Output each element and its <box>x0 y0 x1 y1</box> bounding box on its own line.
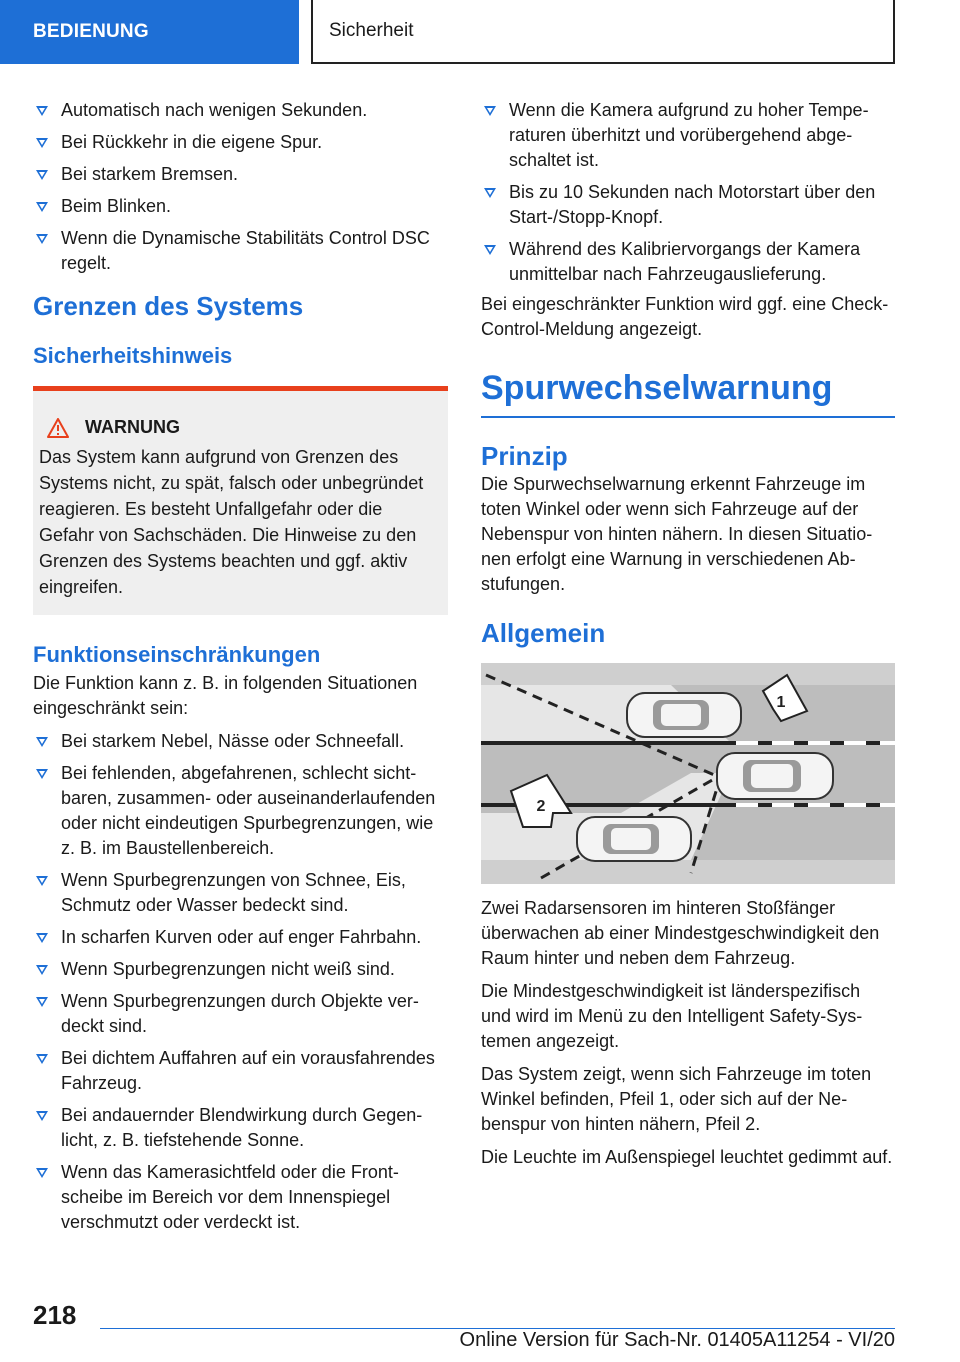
list-item: Automatisch nach wenigen Sekunden. <box>33 98 448 123</box>
bullet-triangle-icon <box>36 138 48 148</box>
bullet-triangle-icon <box>36 170 48 180</box>
bullet-triangle-icon <box>36 965 48 975</box>
page-number: 218 <box>33 1300 77 1330</box>
bullet-list-top-right <box>481 98 895 287</box>
general-paragraphs <box>481 896 895 1170</box>
paragraph: Die Mindestgeschwindigkeit ist länderspezifisch und wird im Menü zu den Intelligent Safety-Systemen angezeigt. <box>481 981 863 1051</box>
list-item: Bei fehlenden, abgefahrenen, schlecht sichtbaren, zusammen- oder auseinanderlaufenden oder nicht eindeutigen Spurbegrenzungen, wie z. B. im Baustellenbereich. <box>33 761 448 861</box>
heading-principle: Prinzip <box>481 441 568 471</box>
footer-version: Online Version für Sach-Nr. 01405A11254 - VI/20 <box>459 1329 895 1351</box>
bullet-triangle-icon <box>36 933 48 943</box>
bullet-triangle-icon <box>484 245 496 255</box>
bullet-list-restrictions <box>33 729 448 1235</box>
warning-triangle-icon <box>47 418 69 438</box>
chapter-tab <box>0 0 299 64</box>
warning-title <box>39 417 440 438</box>
list-item: Wenn das Kamerasichtfeld oder die Frontscheibe im Bereich vor dem Innenspiegel verschmutzt oder verdeckt ist. <box>33 1160 448 1235</box>
section-heading-block <box>481 368 895 418</box>
section-header-label: Sicherheit <box>329 20 414 41</box>
check-control-note: Bei eingeschränkter Funktion wird ggf. eine Check-Control-Meldung angezeigt. <box>481 294 889 339</box>
paragraph: Das System zeigt, wenn sich Fahrzeuge im toten Winkel befinden, Pfeil 1, oder sich auf der Nebenspur von hinten nähern, Pfeil 2. <box>481 1064 872 1134</box>
list-item: Bei dichtem Auffahren auf ein vorausfahrendes Fahrzeug. <box>33 1046 448 1096</box>
restrictions-intro: Die Funktion kann z. B. in folgenden Situationen eingeschränkt sein: <box>33 673 418 718</box>
lane-change-illustration <box>481 663 895 884</box>
list-item: Wenn die Dynamische Stabilitäts Control DSC regelt. <box>33 226 448 276</box>
heading-limits: Grenzen des Systems <box>33 291 304 321</box>
bullet-triangle-icon <box>36 737 48 747</box>
bullet-triangle-icon <box>36 1168 48 1178</box>
road-diagram <box>481 663 895 884</box>
bullet-triangle-icon <box>36 234 48 244</box>
arrow-1-label: 1 <box>776 694 786 711</box>
heading-safety-note: Sicherheitshinweis <box>33 343 233 368</box>
warning-text: Das System kann aufgrund von Grenzen des Systems nicht, zu spät, falsch oder unbegründet reagieren. Es besteht Unfallgefahr oder die Gefahr von Sachschäden. Die Hinweise zu den Grenzen des Systems beachten und ggf. aktiv eingreifen. <box>39 447 424 597</box>
left-column <box>33 98 448 1242</box>
list-item: Bei starkem Nebel, Nässe oder Schneefall. <box>33 729 448 754</box>
bullet-triangle-icon <box>484 106 496 116</box>
right-column <box>481 98 895 1178</box>
list-item: Wenn Spurbegrenzungen von Schnee, Eis, Schmutz oder Wasser bedeckt sind. <box>33 868 448 918</box>
warning-box <box>33 386 448 615</box>
list-item: Während des Kalibriervorgangs der Kamera unmittelbar nach Fahrzeugauslieferung. <box>481 237 895 287</box>
arrow-2-label: 2 <box>536 798 546 815</box>
bullet-triangle-icon <box>36 876 48 886</box>
list-item: Bis zu 10 Sekunden nach Motorstart über den Start-/Stopp-Knopf. <box>481 180 895 230</box>
section-header <box>311 0 895 64</box>
bullet-triangle-icon <box>36 106 48 116</box>
bullet-triangle-icon <box>484 188 496 198</box>
heading-lane-change-warning: Spurwechselwarnung <box>481 369 833 407</box>
list-item: Bei Rückkehr in die eigene Spur. <box>33 130 448 155</box>
bullet-triangle-icon <box>36 202 48 212</box>
paragraph: Die Leuchte im Außenspiegel leuchtet gedimmt auf. <box>481 1147 893 1167</box>
heading-restrictions: Funktionseinschränkungen <box>33 642 321 667</box>
car-top <box>627 693 741 737</box>
heading-general: Allgemein <box>481 618 606 648</box>
list-item: Bei starkem Bremsen. <box>33 162 448 187</box>
paragraph: Zwei Radarsensoren im hinteren Stoßfänger überwachen ab einer Mindestgeschwindigkeit den Raum hinter und neben dem Fahrzeug. <box>481 898 880 968</box>
car-rear <box>577 817 691 861</box>
warning-title-label: WARNUNG <box>85 417 180 437</box>
list-item: Bei andauernder Blendwirkung durch Gegenlicht, z. B. tiefstehende Sonne. <box>33 1103 448 1153</box>
list-item: In scharfen Kurven oder auf enger Fahrbahn. <box>33 925 448 950</box>
principle-text: Die Spurwechselwarnung erkennt Fahrzeuge im toten Winkel oder wenn sich Fahrzeuge auf der Nebenspur von hinten nähern. In diesen Situationen erfolgt eine Warnung in verschiedenen Abstufungen. <box>481 474 873 594</box>
bullet-triangle-icon <box>36 997 48 1007</box>
list-item: Wenn Spurbegrenzungen durch Objekte verdeckt sind. <box>33 989 448 1039</box>
car-ego <box>717 753 833 799</box>
bullet-triangle-icon <box>36 1054 48 1064</box>
list-item: Wenn Spurbegrenzungen nicht weiß sind. <box>33 957 448 982</box>
bullet-triangle-icon <box>36 1111 48 1121</box>
bullet-list-top-left <box>33 98 448 276</box>
bullet-triangle-icon <box>36 769 48 779</box>
list-item: Wenn die Kamera aufgrund zu hoher Temperaturen überhitzt und vorübergehend abgeschaltet ist. <box>481 98 895 173</box>
list-item: Beim Blinken. <box>33 194 448 219</box>
heading-rule <box>481 416 895 418</box>
chapter-tab-label: BEDIENUNG <box>33 21 149 42</box>
